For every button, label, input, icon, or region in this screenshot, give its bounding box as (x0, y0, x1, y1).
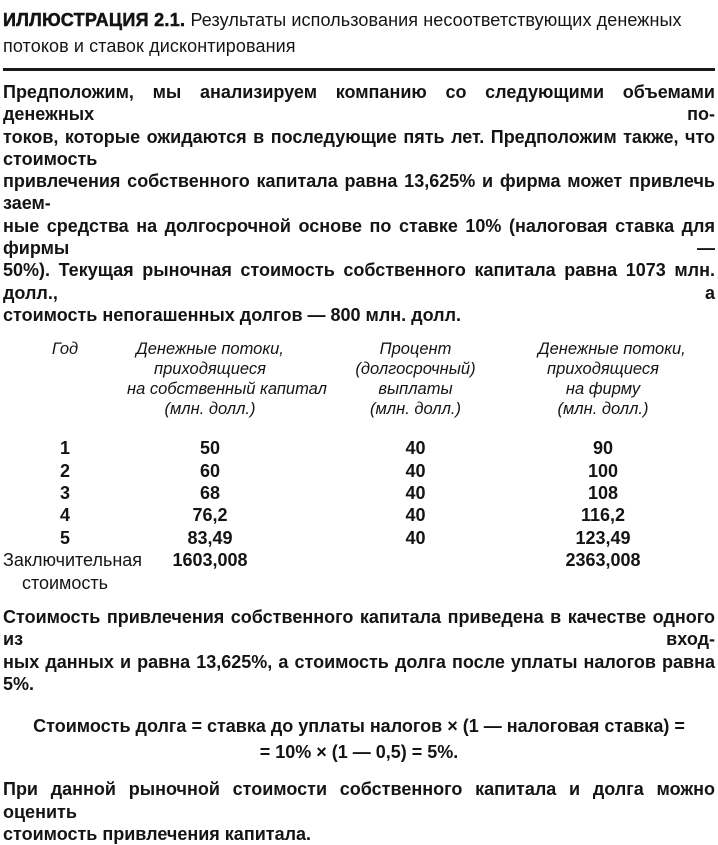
title-text-part1: Результаты использования несоответствующих денежных (190, 10, 682, 30)
table-cell-interest: 40 (405, 527, 426, 548)
table-cell-terminal-label: Заключительная стоимость (3, 550, 143, 593)
table-body (3, 437, 715, 594)
table-cell-terminal-firm: 2363,008 (565, 550, 641, 571)
table-cell-equity: 50 (199, 438, 221, 459)
closing-paragraph (3, 778, 715, 845)
cost-note-paragraph (3, 606, 715, 695)
table-cell-equity: 76,2 (192, 505, 228, 526)
title-line-1 (3, 7, 715, 33)
table-cell-year: 3 (59, 483, 70, 504)
cost-of-debt-formula (3, 713, 715, 765)
table-cell-year: 2 (59, 460, 70, 481)
table-cell-equity: 68 (199, 483, 221, 504)
divider-rule (3, 68, 715, 71)
table-cell-year: 5 (59, 527, 70, 548)
title-text-part2: потоков и ставок дисконтирования (3, 36, 296, 56)
table-cell-interest: 40 (405, 460, 426, 481)
paragraph-line: привлечения собственного капитала равна 13,625% и фирма может привлечь заем- (3, 171, 715, 214)
table-cell-interest: 40 (405, 438, 426, 459)
table-header-row (3, 339, 715, 419)
table-cell-equity: 60 (199, 460, 221, 481)
paragraph-line: стоимость привлечения капитала. (3, 823, 312, 844)
header-cell-interest-payments: Процент (долгосрочный) выплаты (млн. долл.) (355, 340, 476, 419)
table-cell-terminal-equity: 1603,008 (172, 550, 248, 571)
paragraph-line: Стоимость привлечения собственного капитала приведена в качестве одного из вход- (3, 607, 715, 650)
paragraph-line: ных данных и равна 13,625%, а стоимость долга после уплаты налогов равна 5%. (3, 651, 715, 694)
table-cell-equity: 83,49 (187, 527, 233, 548)
header-cell-equity-cashflows: Денежные потоки, приходящиеся на собственный капитал (млн. долл.) (127, 340, 327, 419)
table-cell-year: 1 (59, 438, 70, 459)
formula-line: = 10% × (1 — 0,5) = 5%. (259, 742, 459, 763)
table-cell-year: 4 (59, 505, 70, 526)
paragraph-line: токов, которые ожидаются в последующие пять лет. Предположим также, что стоимость (3, 126, 715, 169)
table-cell-firm: 100 (587, 460, 619, 481)
cashflow-table (3, 339, 715, 594)
illustration-title (3, 7, 715, 59)
table-cell-firm: 116,2 (580, 505, 626, 526)
table-cell-interest: 40 (405, 505, 426, 526)
title-label: ИЛЛЮСТРАЦИЯ 2.1. (3, 10, 186, 30)
header-cell-firm-cashflows: Денежные потоки, приходящиеся на фирму (млн. долл.) (538, 340, 686, 419)
paragraph-line: ные средства на долгосрочной основе по ставке 10% (налоговая ставка для фирмы — (3, 215, 715, 259)
table-cell-firm: 108 (587, 483, 619, 504)
paragraph-line: Предположим, мы анализируем компанию со следующими объемами денежных по- (3, 82, 715, 125)
table-cell-firm: 90 (592, 438, 614, 459)
table-cell-firm: 123,49 (575, 527, 631, 548)
intro-paragraph (3, 81, 715, 326)
paragraph-line: При данной рыночной стоимости собственного капитала и долга можно оценить (3, 779, 715, 822)
formula-line: Стоимость долга = ставка до уплаты налогов × (1 — налоговая ставка) = (33, 716, 685, 737)
table-cell-interest: 40 (405, 483, 426, 504)
paragraph-line: 50%). Текущая рыночная стоимость собственного капитала равна 1073 млн. долл., а (3, 260, 715, 303)
paragraph-line: стоимость непогашенных долгов — 800 млн. долл. (3, 304, 462, 325)
header-cell-year: Год (51, 340, 79, 359)
